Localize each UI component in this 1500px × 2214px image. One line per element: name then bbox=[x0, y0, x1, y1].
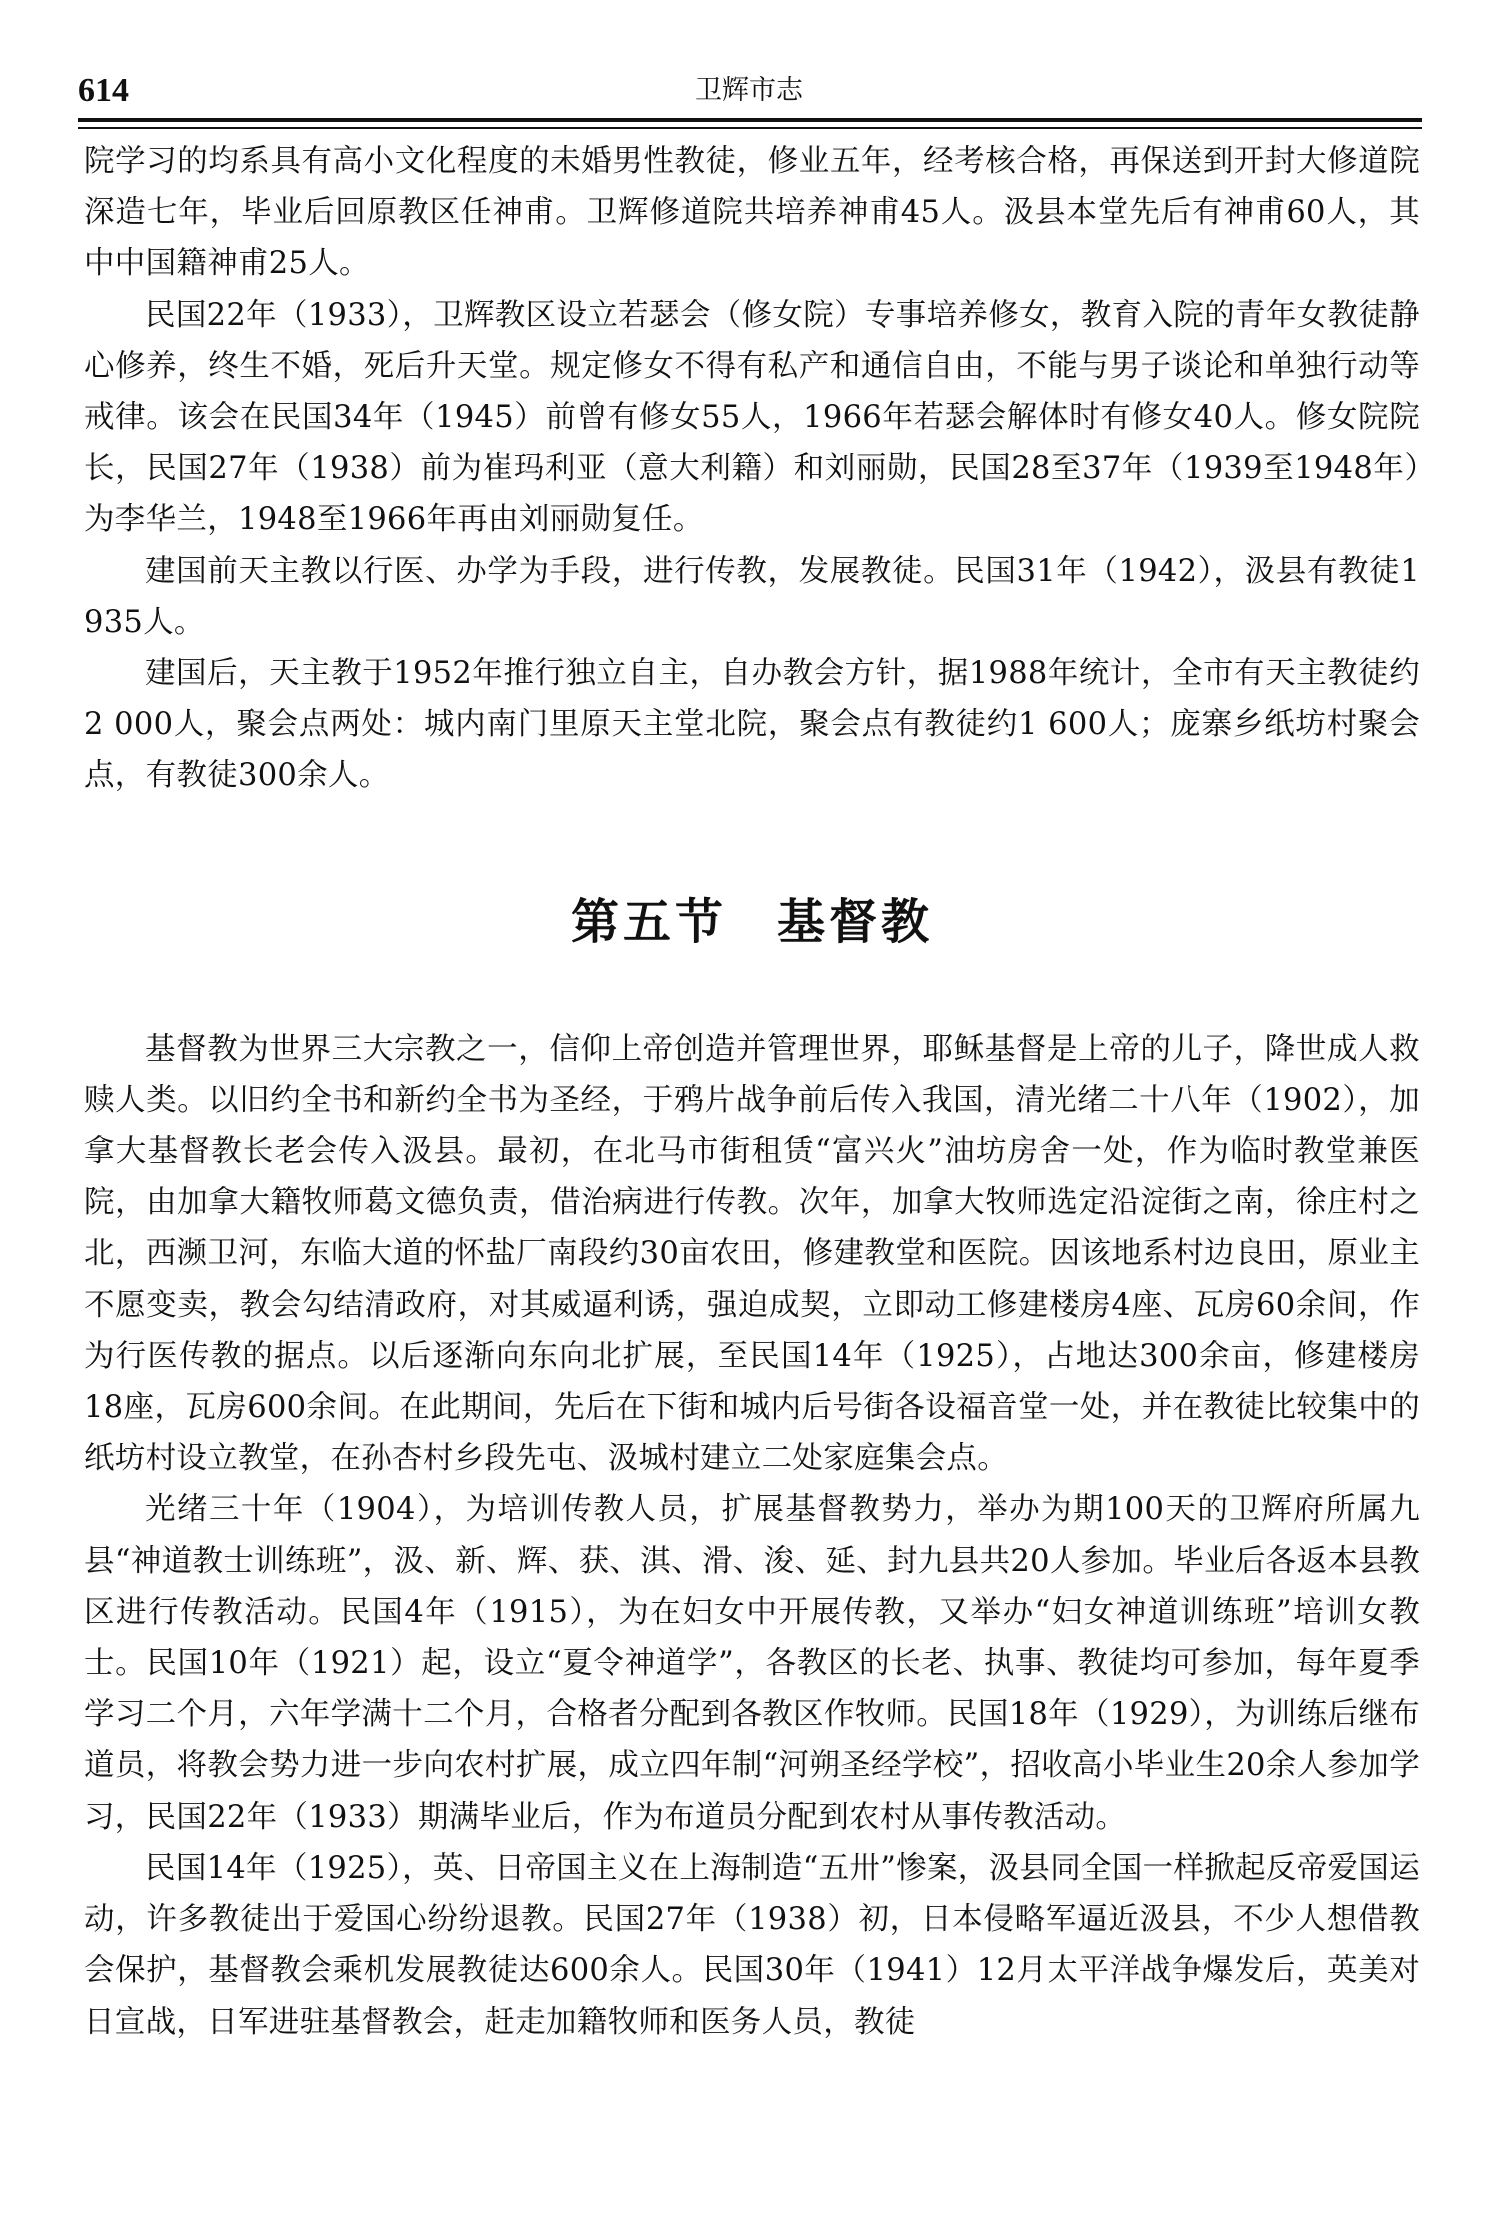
section-number: 第五节 bbox=[570, 893, 727, 950]
page-number: 614 bbox=[78, 72, 129, 109]
running-title: 卫辉市志 bbox=[695, 75, 803, 106]
paragraph: 民国14年（1925），英、日帝国主义在上海制造“五卅”惨案，汲县同全国一样掀起反帝爱国运动，许多教徒出于爱国心纷纷退教。民国27年（1938）初，日本侵略军逼近汲县，不少人想借教会保护，基督教会乘机发展教徒达600余人。民国30年（1941）12月太平洋战争爆发后，英美对日宣战，日军进驻基督教会，赶走加籍牧师和医务人员，教徒 bbox=[84, 1850, 1420, 2040]
section-spacer bbox=[84, 962, 1420, 1024]
paragraph: 民国22年（1933），卫辉教区设立若瑟会（修女院）专事培养修女，教育入院的青年女教徒静心修养，终生不婚，死后升天堂。规定修女不得有私产和通信自由，不能与男子谈论和单独行动等戒律。该会在民国34年（1945）前曾有修女55人，1966年若瑟会解体时有修女40人。修女院院长，民国27年（1938）前为崔玛利亚（意大利籍）和刘丽勋，民国28至37年（1939至1948年）为李华兰，1948至1966年再由刘丽勋复任。 bbox=[84, 297, 1420, 538]
header-rule-thin bbox=[78, 127, 1422, 129]
header-rule-thick bbox=[78, 118, 1422, 122]
section-heading bbox=[84, 882, 1420, 962]
paragraph: 院学习的均系具有高小文化程度的未婚男性教徒，修业五年，经考核合格，再保送到开封大修道院深造七年，毕业后回原教区任神甫。卫辉修道院共培养神甫45人。汲县本堂先后有神甫60人，其中中国籍神甫25人。 bbox=[84, 144, 1420, 282]
section-name: 基督教 bbox=[777, 893, 934, 950]
paragraph: 基督教为世界三大宗教之一，信仰上帝创造并管理世界，耶稣基督是上帝的儿子，降世成人救赎人类。以旧约全书和新约全书为圣经，于鸦片战争前后传入我国，清光绪二十八年（1902），加拿大基督教长老会传入汲县。最初，在北马市街租赁“富兴火”油坊房舍一处，作为临时教堂兼医院，由加拿大籍牧师葛文德负责，借治病进行传教。次年，加拿大牧师选定沿淀街之南，徐庄村之北，西濒卫河，东临大道的怀盐厂南段约30亩农田，修建教堂和医院。因该地系村边良田，原业主不愿变卖，教会勾结清政府，对其威逼利诱，强迫成契，立即动工修建楼房4座、瓦房60余间，作为行医传教的据点。以后逐渐向东向北扩展，至民国14年（1925），占地达300余亩，修建楼房18座，瓦房600余间。在此期间，先后在下街和城内后号街各设福音堂一处，并在教徒比较集中的纸坊村设立教堂，在孙杏村乡段先屯、汲城村建立二处家庭集会点。 bbox=[84, 1031, 1420, 1477]
paragraph: 建国后，天主教于1952年推行独立自主，自办教会方针，据1988年统计，全市有天主教徒约2 000人，聚会点两处：城内南门里原天主堂北院，聚会点有教徒约1 600人；庞寨乡纸坊村聚会点，有教徒300余人。 bbox=[84, 656, 1420, 794]
page-header bbox=[78, 66, 1420, 116]
section-spacer bbox=[84, 802, 1420, 882]
body-text bbox=[84, 136, 1420, 2048]
paragraph: 建国前天主教以行医、办学为手段，进行传教，发展教徒。民国31年（1942），汲县有教徒1 935人。 bbox=[84, 553, 1420, 640]
paragraph: 光绪三十年（1904），为培训传教人员，扩展基督教势力，举办为期100天的卫辉府所属九县“神道教士训练班”，汲、新、辉、获、淇、滑、浚、延、封九县共20人参加。毕业后各返本县教区进行传教活动。民国4年（1915），为在妇女中开展传教，又举办“妇女神道训练班”培训女教士。民国10年（1921）起，设立“夏令神道学”，各教区的长老、执事、教徒均可参加，每年夏季学习二个月，六年学满十二个月，合格者分配到各教区作牧师。民国18年（1929），为训练后继布道员，将教会势力进一步向农村扩展，成立四年制“河朔圣经学校”，招收高小毕业生20余人参加学习，民国22年（1933）期满毕业后，作为布道员分配到农村从事传教活动。 bbox=[84, 1492, 1420, 1835]
